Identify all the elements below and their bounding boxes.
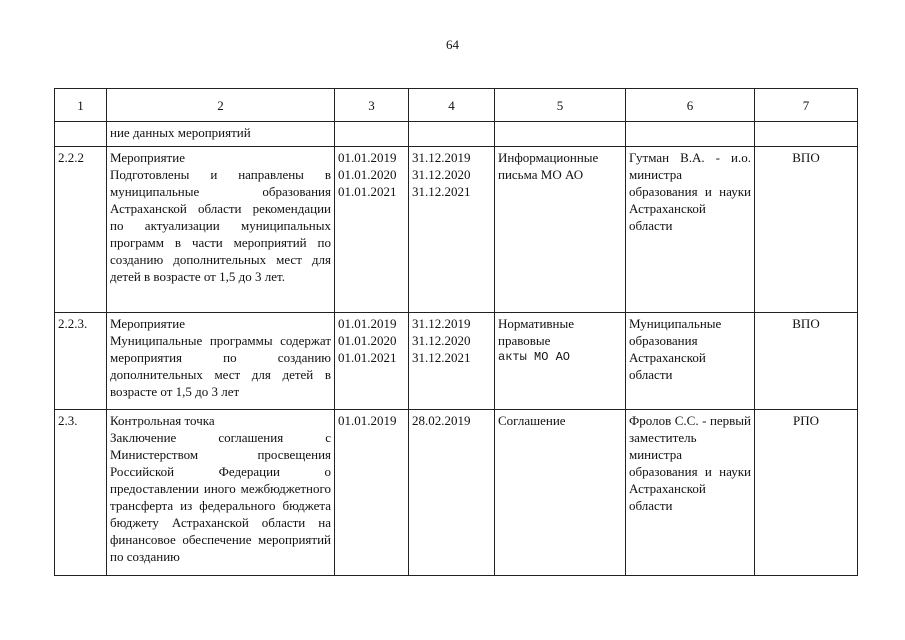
row-document xyxy=(495,410,626,576)
table-row xyxy=(55,147,858,313)
row-code xyxy=(755,122,858,147)
row-end-dates xyxy=(409,122,495,147)
column-header: 1 xyxy=(55,89,107,122)
row-description xyxy=(107,313,335,410)
start-date: 01.01.2021 xyxy=(338,184,397,199)
row-description-body: Муниципальные программы содержат мероприятия по созданию дополнительных мест для детей в возрасте от 1,5 до 3 лет xyxy=(110,333,331,399)
row-responsible xyxy=(626,122,755,147)
document-name-extra: акты МО АО xyxy=(498,350,571,364)
row-number: 2.2.3. xyxy=(55,313,107,410)
row-start-dates xyxy=(335,147,409,313)
row-code: ВПО xyxy=(755,313,858,410)
table-row xyxy=(55,410,858,576)
column-header: 3 xyxy=(335,89,409,122)
row-responsible: Фролов С.С. - первый заместитель министра образования и науки Астраханской области xyxy=(626,410,755,576)
row-document xyxy=(495,122,626,147)
row-description xyxy=(107,410,335,576)
plan-table xyxy=(54,88,858,576)
start-date: 01.01.2020 xyxy=(338,167,397,182)
start-date: 01.01.2019 xyxy=(338,150,397,165)
document-name: Нормативные правовые xyxy=(498,316,575,348)
row-end-dates xyxy=(409,313,495,410)
row-document xyxy=(495,313,626,410)
row-code: ВПО xyxy=(755,147,858,313)
column-header: 7 xyxy=(755,89,858,122)
column-header: 5 xyxy=(495,89,626,122)
page-number: 64 xyxy=(446,37,459,52)
end-date: 31.12.2020 xyxy=(412,167,471,182)
document-name: Соглашение xyxy=(498,413,566,428)
start-date: 01.01.2020 xyxy=(338,333,397,348)
end-date: 31.12.2021 xyxy=(412,350,471,365)
row-start-dates xyxy=(335,122,409,147)
end-date: 28.02.2019 xyxy=(412,413,471,428)
row-description-title: Мероприятие xyxy=(110,150,185,165)
row-description xyxy=(107,122,335,147)
row-description-body: Заключение соглашения с Министерством просвещения Российской Федерации о предоставлении иного межбюджетного трансферта из федерального бюджета бюджету Астраханской области на финансовое обеспечение мероприятий по созданию xyxy=(110,430,331,564)
start-date: 01.01.2021 xyxy=(338,350,397,365)
end-date: 31.12.2020 xyxy=(412,333,471,348)
start-date: 01.01.2019 xyxy=(338,413,397,428)
row-start-dates xyxy=(335,313,409,410)
row-description-body: Подготовлены и направлены в муниципальные образования Астраханской области рекомендации по актуализации муниципальных программ в части мероприятий по созданию дополнительных мест для детей в возрасте от 1,5 до 3 лет. xyxy=(110,167,331,284)
table-row xyxy=(55,313,858,410)
row-responsible: Муниципальные образования Астраханской области xyxy=(626,313,755,410)
row-end-dates xyxy=(409,147,495,313)
document-name: Информационные письма МО АО xyxy=(498,150,599,182)
row-description-title: Контрольная точка xyxy=(110,413,215,428)
end-date: 31.12.2019 xyxy=(412,316,471,331)
table-header-row xyxy=(55,89,858,122)
table-row xyxy=(55,122,858,147)
row-document xyxy=(495,147,626,313)
column-header: 2 xyxy=(107,89,335,122)
row-description xyxy=(107,147,335,313)
row-code: РПО xyxy=(755,410,858,576)
row-responsible: Гутман В.А. - и.о. министра образования и науки Астраханской области xyxy=(626,147,755,313)
column-header: 4 xyxy=(409,89,495,122)
start-date: 01.01.2019 xyxy=(338,316,397,331)
row-end-dates xyxy=(409,410,495,576)
column-header: 6 xyxy=(626,89,755,122)
row-start-dates xyxy=(335,410,409,576)
row-number: 2.2.2 xyxy=(55,147,107,313)
row-description-title: Мероприятие xyxy=(110,316,185,331)
end-date: 31.12.2019 xyxy=(412,150,471,165)
row-number: 2.3. xyxy=(55,410,107,576)
row-number xyxy=(55,122,107,147)
row-description-title: ние данных мероприятий xyxy=(110,125,251,140)
end-date: 31.12.2021 xyxy=(412,184,471,199)
